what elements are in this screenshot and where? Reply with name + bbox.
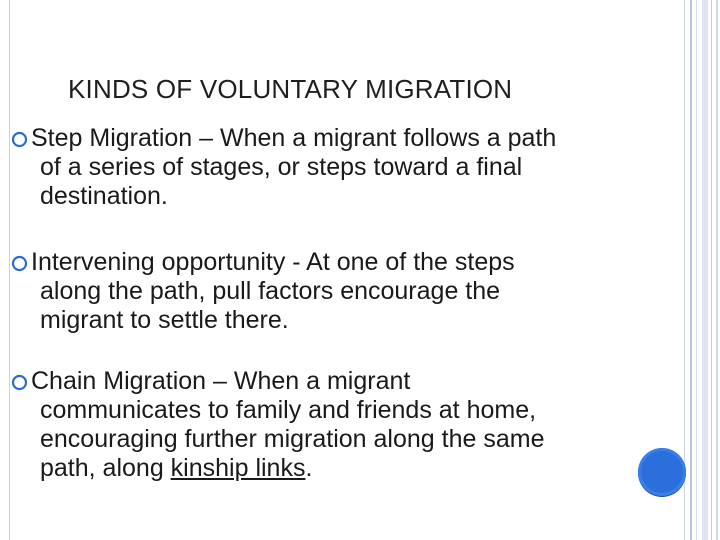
bullet-line: along the path, pull factors encourage the (40, 277, 501, 305)
circle-bullet-icon (11, 131, 28, 148)
bullet-line: migrant to settle there. (40, 306, 289, 334)
circle-bullet-icon (11, 255, 28, 272)
bullet-intervening-opportunity (10, 248, 630, 335)
decorative-blue-circle (638, 448, 686, 496)
right-decorative-lines (680, 0, 720, 540)
bullet-text (10, 248, 630, 335)
bullet-line: Chain Migration – When a migrant (31, 367, 411, 395)
kinship-links-link[interactable]: kinship links (170, 454, 306, 482)
bullet-line-prefix: path, along (40, 454, 171, 482)
bullet-line: of a series of stages, or steps toward a final (40, 153, 523, 181)
bullet-line: encouraging further migration along the same (40, 425, 545, 453)
slide-title: KINDS OF VOLUNTARY MIGRATION (68, 74, 513, 104)
bullet-step-migration (10, 124, 630, 211)
bullet-chain-migration (10, 367, 630, 483)
bullet-line-suffix: . (305, 454, 313, 482)
circle-bullet-icon (11, 374, 28, 391)
bullet-line: destination. (40, 182, 168, 210)
bullet-line-last (31, 454, 630, 483)
bullet-line: Intervening opportunity - At one of the steps (31, 248, 515, 276)
bullet-text (10, 124, 630, 211)
bullet-line: Step Migration – When a migrant follows a path (31, 124, 557, 152)
bullet-text (10, 367, 630, 483)
bullet-line: communicates to family and friends at home, (40, 396, 537, 424)
